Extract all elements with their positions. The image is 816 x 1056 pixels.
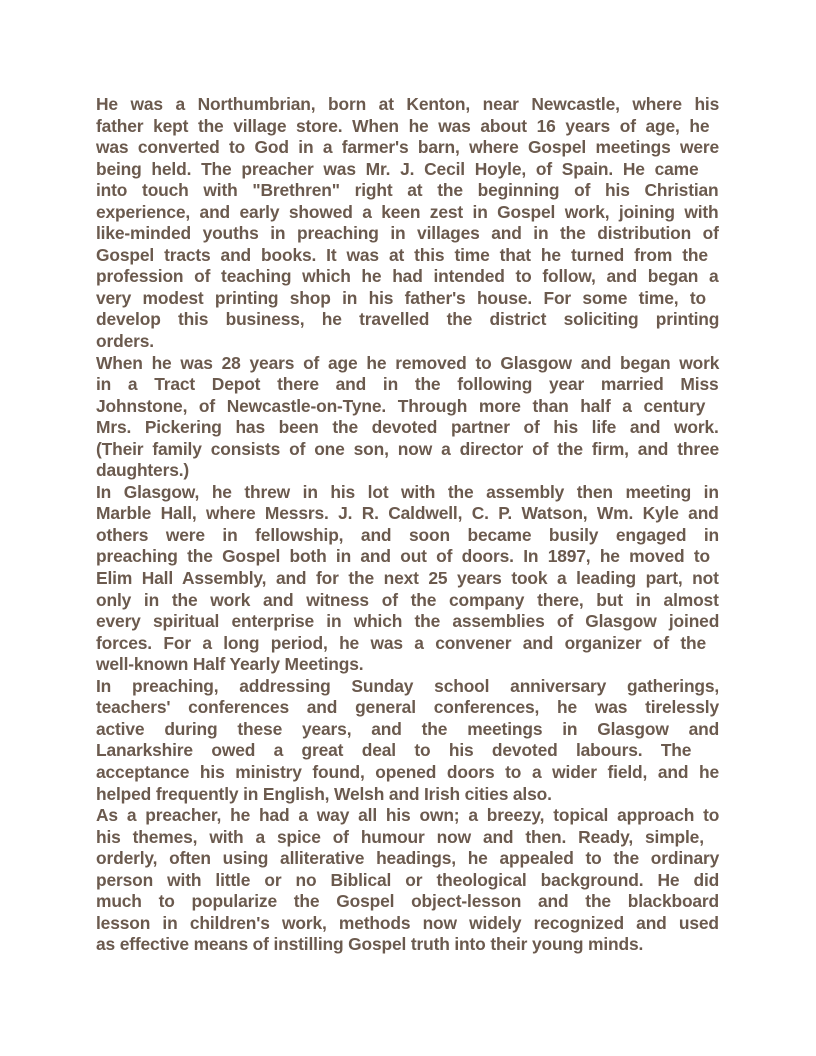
text-line: teachers' conferences and general conferences, he was tirelessly <box>96 697 720 718</box>
text-line: preaching the Gospel both in and out of doors. In 1897, he moved to <box>96 546 710 567</box>
text-line: forces. For a long period, he was a convener and organizer of the <box>96 632 707 653</box>
text-line: orderly, often using alliterative headings, he appealed to the ordinary <box>96 848 720 869</box>
text-line: father kept the village store. When he was about 16 years of age, he <box>96 115 710 136</box>
text-line: Johnstone, of Newcastle-on-Tyne. Through more than half a century <box>96 395 706 416</box>
text-line: active during these years, and the meetings in Glasgow and <box>96 718 720 739</box>
text-line: As a preacher, he had a way all his own; a breezy, topical approach to <box>96 805 720 826</box>
text-line: daughters.) <box>96 460 190 481</box>
text-line: only in the work and witness of the company there, but in almost <box>96 589 719 610</box>
text-line: acceptance his ministry found, opened doors to a wider field, and he <box>96 761 720 782</box>
text-line: orders. <box>96 331 154 352</box>
text-line: Marble Hall, where Messrs. J. R. Caldwell, C. P. Watson, Wm. Kyle and <box>96 503 719 524</box>
text-line: In Glasgow, he threw in his lot with the assembly then meeting in <box>96 481 719 502</box>
paragraph-assembly-work <box>96 482 719 676</box>
text-line: very modest printing shop in his father's house. For some time, to <box>96 287 706 308</box>
text-line: Mrs. Pickering has been the devoted partner of his life and work. <box>96 417 719 438</box>
text-line: every spiritual enterprise in which the assemblies of Glasgow joined <box>96 611 720 632</box>
paragraph-preacher-style <box>96 805 719 956</box>
text-line: in a Tract Depot there and in the following year married Miss <box>96 374 719 395</box>
text-line: into touch with "Brethren" right at the beginning of his Christian <box>96 180 719 201</box>
paragraph-preaching <box>96 676 719 805</box>
text-line: person with little or no Biblical or theological background. He did <box>96 869 720 890</box>
text-line: lesson in children's work, methods now widely recognized and used <box>96 912 719 933</box>
text-line: When he was 28 years of age he removed to Glasgow and began work <box>96 352 720 373</box>
text-line: well-known Half Yearly Meetings. <box>96 654 364 675</box>
text-line: Lanarkshire owed a great deal to his devoted labours. The <box>96 740 692 761</box>
text-line: profession of teaching which he had intended to follow, and began a <box>96 266 719 287</box>
text-line: develop this business, he travelled the district soliciting printing <box>96 309 720 330</box>
paragraph-glasgow-move <box>96 353 719 482</box>
text-line: like-minded youths in preaching in villages and in the distribution of <box>96 223 719 244</box>
text-line: as effective means of instilling Gospel truth into their young minds. <box>96 934 644 955</box>
text-line: his themes, with a spice of humour now and then. Ready, simple, <box>96 826 704 847</box>
text-line: others were in fellowship, and soon became busily engaged in <box>96 524 720 545</box>
text-line: much to popularize the Gospel object-lesson and the blackboard <box>96 891 720 912</box>
text-line: In preaching, addressing Sunday school anniversary gatherings, <box>96 675 720 696</box>
document-page <box>96 94 719 956</box>
text-line: Gospel tracts and books. It was at this time that he turned from the <box>96 244 708 265</box>
text-line: (Their family consists of one son, now a director of the firm, and three <box>96 438 720 459</box>
paragraph-early-life <box>96 94 719 353</box>
text-line: He was a Northumbrian, born at Kenton, near Newcastle, where his <box>96 94 720 114</box>
text-line: experience, and early showed a keen zest in Gospel work, joining with <box>96 201 719 222</box>
text-line: was converted to God in a farmer's barn, where Gospel meetings were <box>96 137 720 158</box>
text-line: Elim Hall Assembly, and for the next 25 years took a leading part, not <box>96 568 719 589</box>
text-line: being held. The preacher was Mr. J. Cecil Hoyle, of Spain. He came <box>96 158 699 179</box>
text-line: helped frequently in English, Welsh and Irish cities also. <box>96 783 552 804</box>
